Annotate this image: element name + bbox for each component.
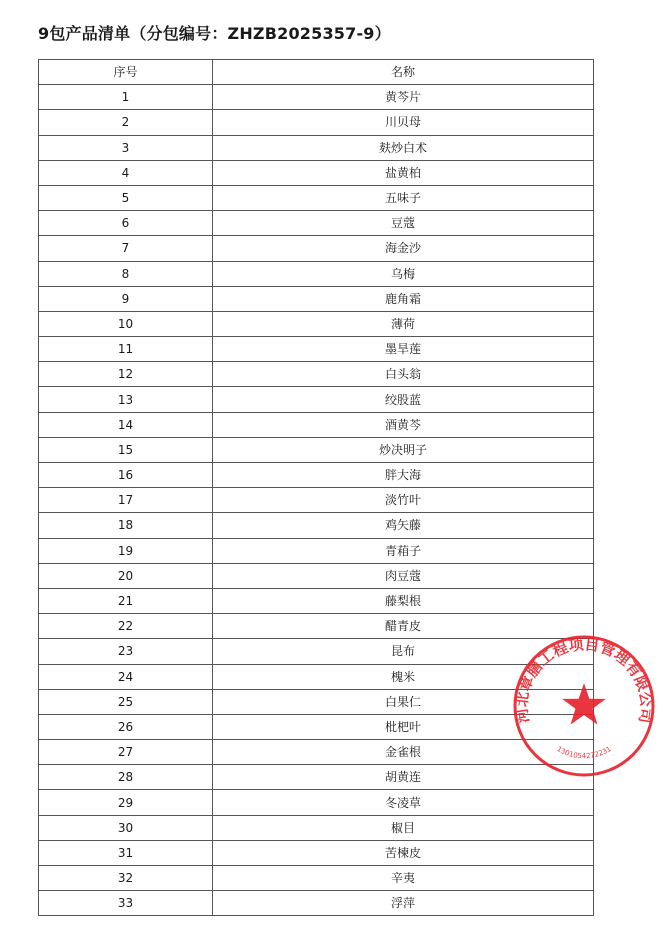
row-name: 藤梨根 [213, 588, 594, 613]
table-row [39, 437, 594, 462]
row-seq: 32 [39, 866, 213, 891]
row-name: 酒黄芩 [213, 412, 594, 437]
row-seq: 23 [39, 639, 213, 664]
table-row [39, 412, 594, 437]
table-row [39, 311, 594, 336]
table-row [39, 815, 594, 840]
row-seq: 24 [39, 664, 213, 689]
row-name: 麸炒白术 [213, 135, 594, 160]
table-row [39, 286, 594, 311]
row-seq: 29 [39, 790, 213, 815]
product-list-table [38, 59, 594, 916]
row-seq: 31 [39, 840, 213, 865]
row-seq: 7 [39, 236, 213, 261]
row-name: 川贝母 [213, 110, 594, 135]
table-row [39, 765, 594, 790]
table-row [39, 740, 594, 765]
row-name: 醋青皮 [213, 614, 594, 639]
row-name: 槐米 [213, 664, 594, 689]
row-seq: 27 [39, 740, 213, 765]
row-name: 肉豆蔻 [213, 563, 594, 588]
table-row [39, 614, 594, 639]
row-name: 胡黄连 [213, 765, 594, 790]
row-name: 金雀根 [213, 740, 594, 765]
seal-company-name: 河北章膳工程项目管理有限公司 [512, 635, 656, 725]
row-name: 海金沙 [213, 236, 594, 261]
header-name: 名称 [213, 60, 594, 85]
row-seq: 21 [39, 588, 213, 613]
row-seq: 20 [39, 563, 213, 588]
row-seq: 17 [39, 488, 213, 513]
row-name: 淡竹叶 [213, 488, 594, 513]
row-seq: 15 [39, 437, 213, 462]
table-row [39, 387, 594, 412]
row-seq: 11 [39, 337, 213, 362]
table-row [39, 538, 594, 563]
row-name: 盐黄柏 [213, 160, 594, 185]
table-body [39, 85, 594, 916]
row-name: 辛夷 [213, 866, 594, 891]
table-row [39, 588, 594, 613]
row-seq: 13 [39, 387, 213, 412]
table-row [39, 891, 594, 916]
row-name: 薄荷 [213, 311, 594, 336]
table-row [39, 689, 594, 714]
row-seq: 22 [39, 614, 213, 639]
document-title: 9包产品清单（分包编号：ZHZB2025357-9） [38, 24, 391, 43]
table-row [39, 463, 594, 488]
row-name: 鹿角霜 [213, 286, 594, 311]
table-row [39, 563, 594, 588]
table-row [39, 488, 594, 513]
row-name: 豆蔻 [213, 211, 594, 236]
table-row [39, 236, 594, 261]
row-name: 青葙子 [213, 538, 594, 563]
row-seq: 28 [39, 765, 213, 790]
row-seq: 19 [39, 538, 213, 563]
row-seq: 16 [39, 463, 213, 488]
row-seq: 3 [39, 135, 213, 160]
row-seq: 12 [39, 362, 213, 387]
row-seq: 10 [39, 311, 213, 336]
seal-registration-number: 1301054272231 [555, 745, 613, 761]
row-name: 枇杷叶 [213, 714, 594, 739]
row-seq: 4 [39, 160, 213, 185]
table-header-row [39, 60, 594, 85]
row-seq: 5 [39, 185, 213, 210]
row-name: 苦楝皮 [213, 840, 594, 865]
row-name: 浮萍 [213, 891, 594, 916]
table-row [39, 866, 594, 891]
header-seq: 序号 [39, 60, 213, 85]
row-name: 鸡矢藤 [213, 513, 594, 538]
row-seq: 26 [39, 714, 213, 739]
row-seq: 2 [39, 110, 213, 135]
row-name: 冬凌草 [213, 790, 594, 815]
table-row [39, 362, 594, 387]
row-seq: 14 [39, 412, 213, 437]
row-seq: 33 [39, 891, 213, 916]
table-row [39, 664, 594, 689]
row-name: 五味子 [213, 185, 594, 210]
table-row [39, 211, 594, 236]
row-name: 墨旱莲 [213, 337, 594, 362]
table-row [39, 337, 594, 362]
row-seq: 1 [39, 85, 213, 110]
table-row [39, 639, 594, 664]
table-row [39, 110, 594, 135]
row-name: 椒目 [213, 815, 594, 840]
row-seq: 8 [39, 261, 213, 286]
table-row [39, 135, 594, 160]
row-name: 炒决明子 [213, 437, 594, 462]
row-seq: 6 [39, 211, 213, 236]
row-name: 白头翁 [213, 362, 594, 387]
row-name: 绞股蓝 [213, 387, 594, 412]
row-name: 胖大海 [213, 463, 594, 488]
row-name: 黄芩片 [213, 85, 594, 110]
table-row [39, 790, 594, 815]
row-name: 白果仁 [213, 689, 594, 714]
table-row [39, 85, 594, 110]
row-name: 昆布 [213, 639, 594, 664]
table-row [39, 261, 594, 286]
table-row [39, 185, 594, 210]
table-row [39, 160, 594, 185]
row-seq: 18 [39, 513, 213, 538]
row-seq: 9 [39, 286, 213, 311]
table-row [39, 513, 594, 538]
table-row [39, 714, 594, 739]
row-seq: 30 [39, 815, 213, 840]
row-seq: 25 [39, 689, 213, 714]
row-name: 乌梅 [213, 261, 594, 286]
table-row [39, 840, 594, 865]
